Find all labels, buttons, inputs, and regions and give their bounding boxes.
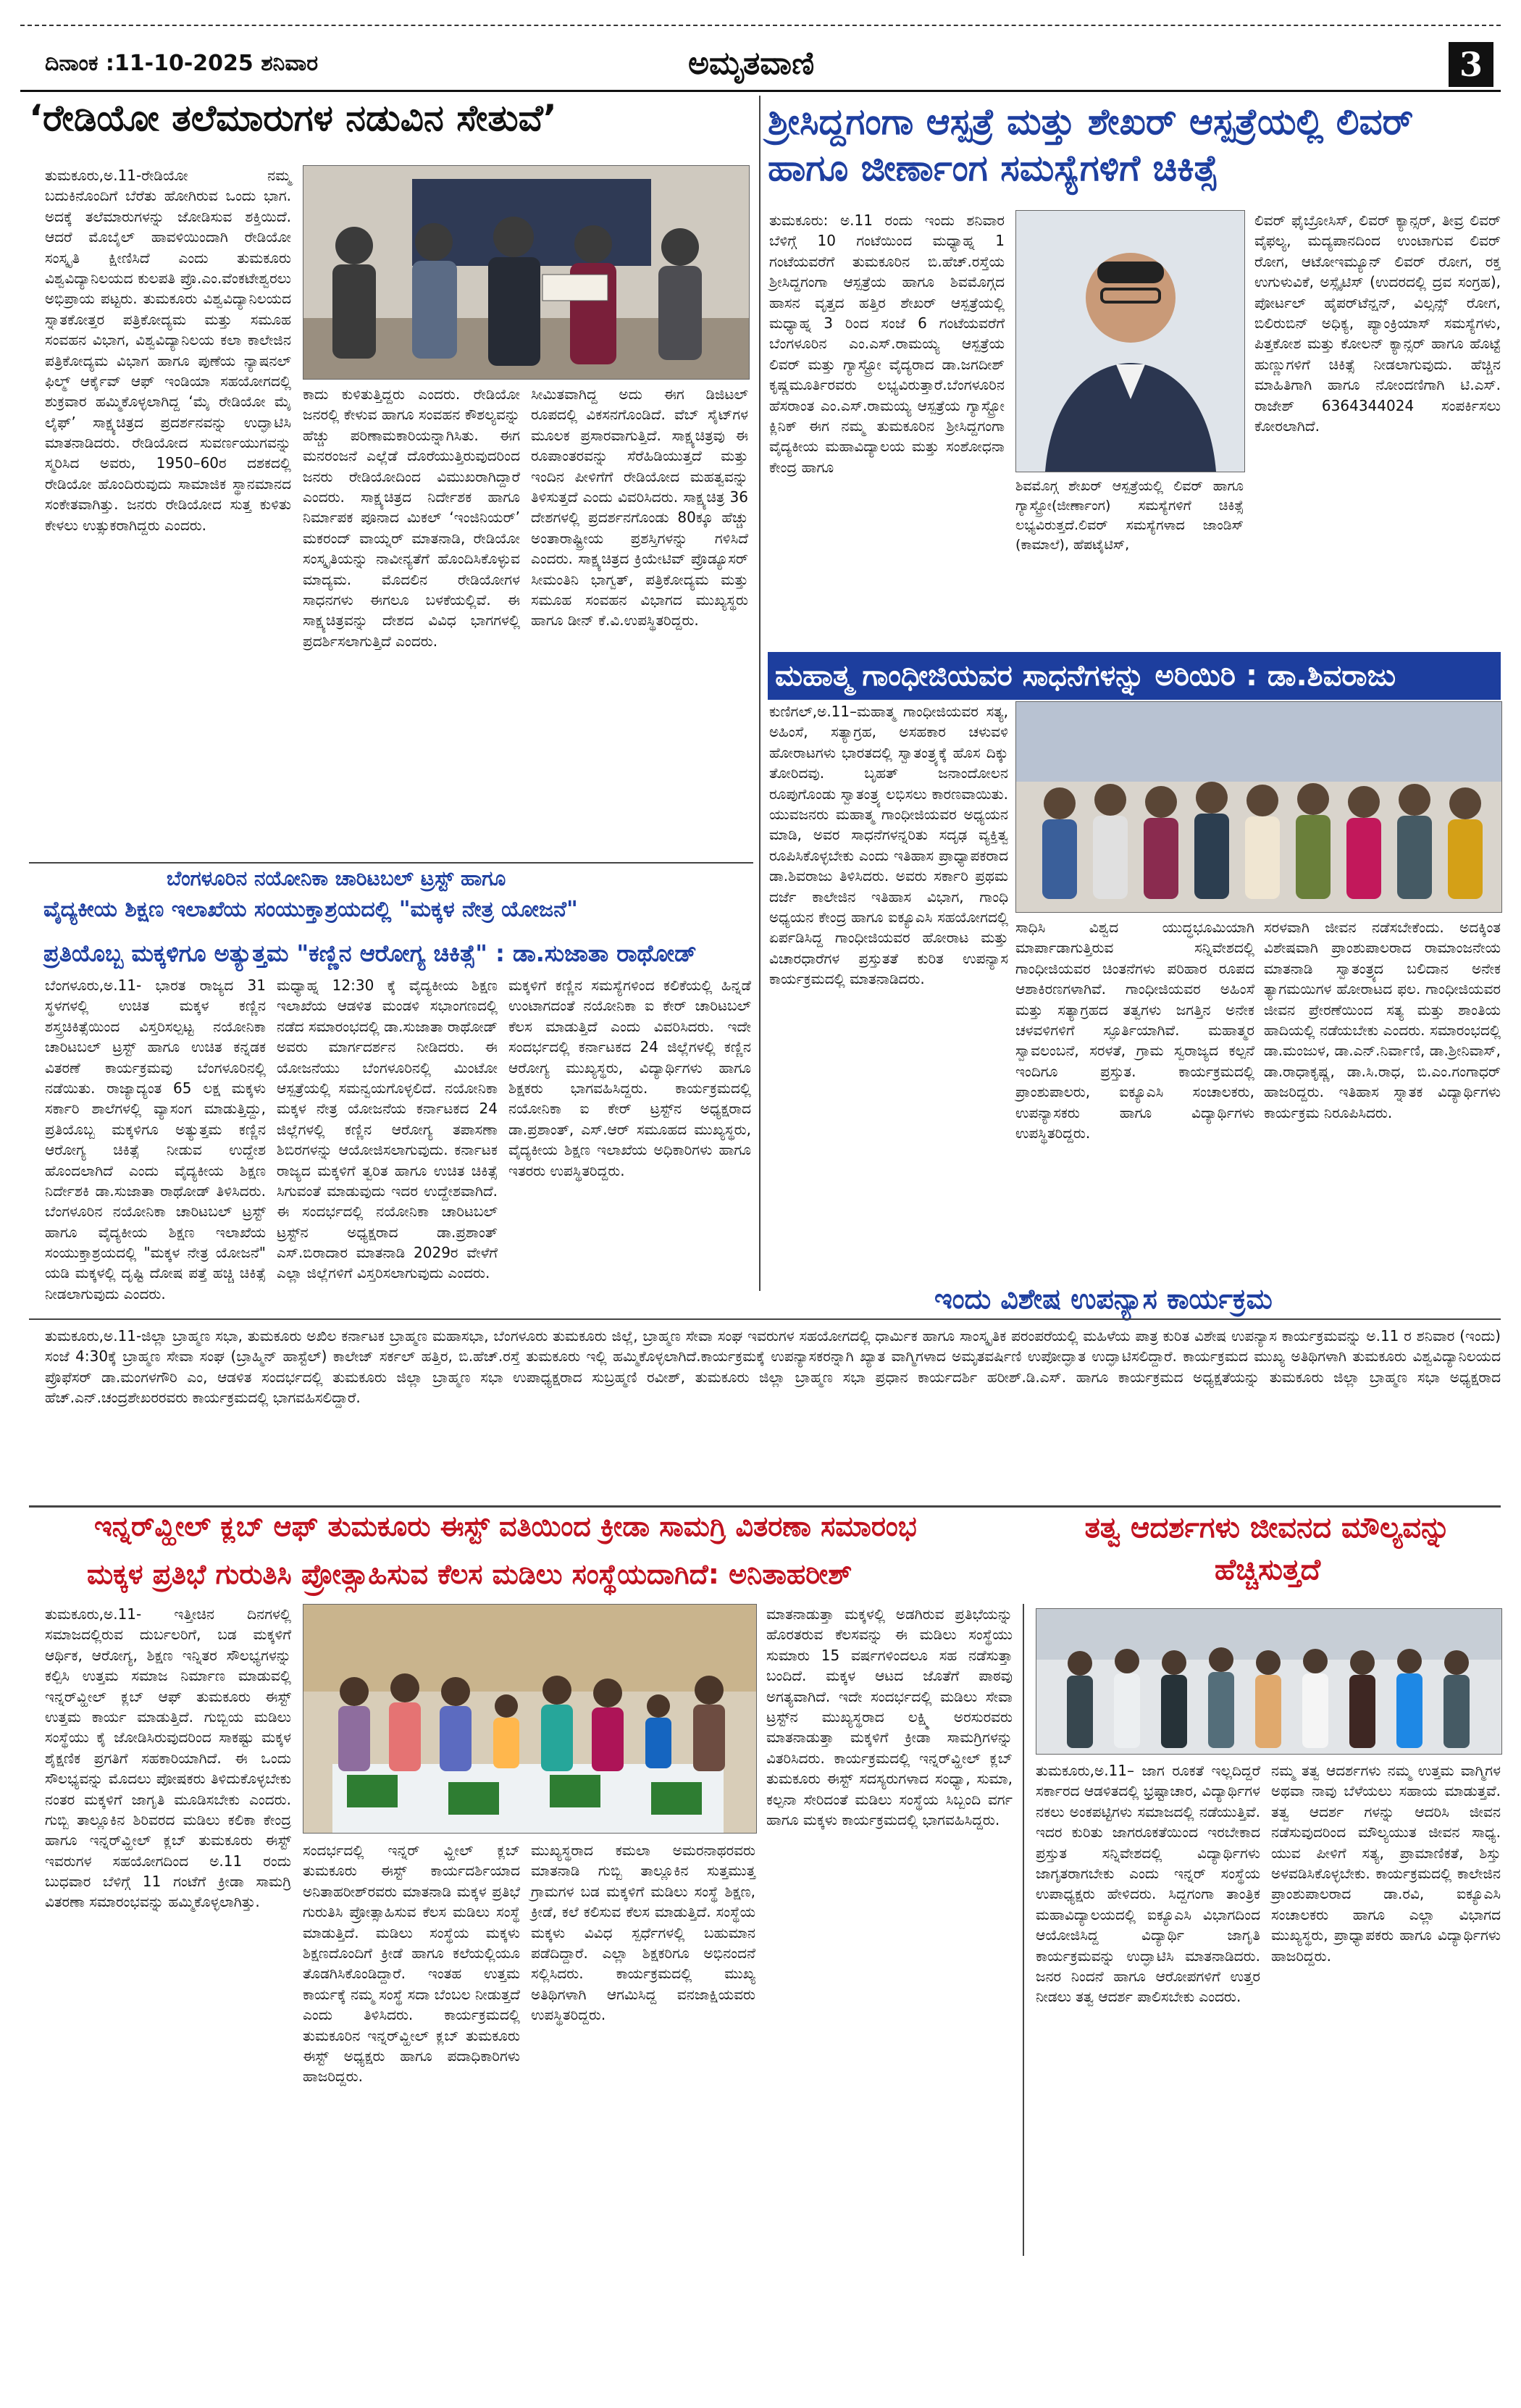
gandhi-col2: ಸಾಧಿಸಿ ವಿಶ್ವದ ಯುದ್ಧಭೂಮಿಯಾಗಿ ಮಾರ್ಪಾಡಾಗುತ್ತಿರುವ ಸನ್ನಿವೇಶದಲ್ಲಿ ಗಾಂಧೀಜಿಯವರ ಚಿಂತನೆಗಳು ಪರಿಹಾರ ರೂಪದ ಆಶಾಕಿರಣಗಳಾಗಿವೆ. ಗಾಂಧೀಜಿಯವರ ಅಹಿಂಸೆ ಮತ್ತು ಸತ್ಯಾಗ್ರಹದ ತತ್ವಗಳು ಜಗತ್ತಿನ ಅನೇಕ ಚಳವಳಿಗಳಿಗೆ ಸ್ಫೂರ್ತಿಯಾಗಿವೆ. ಮಹಾತ್ಮರ ಸ್ವಾವಲಂಬನೆ, ಸರಳತೆ, ಗ್ರಾಮ ಸ್ವರಾಜ್ಯದ ಕಲ್ಪನೆ ಇಂದಿಗೂ ಪ್ರಸ್ತುತ. ಕಾರ್ಯಕ್ರಮದಲ್ಲಿ ಪ್ರಾಂಶುಪಾಲರು, ಐಕ್ಯೂಎಸಿ ಸಂಚಾಲಕರು, ಉಪನ್ಯಾಸಕರು ಹಾಗೂ ವಿದ್ಯಾರ್ಥಿಗಳು ಉಪಸ್ಥಿತರಿದ್ದರು. [1015,919,1254,1142]
innerwheel-col2: ಸಂದರ್ಭದಲ್ಲಿ ಇನ್ನರ್ ವ್ಹೀಲ್ ಕ್ಲಬ್ ತುಮಕೂರು ಈಸ್ಟ್ ಕಾರ್ಯದರ್ಶಿಯಾದ ಅನಿತಾಹರೀಶ್‌ರವರು ಮಾತನಾಡಿ ಮಕ್ಕಳ ಪ್ರತಿಭೆ ಗುರುತಿಸಿ ಪ್ರೋತ್ಸಾಹಿಸುವ ಕೆಲಸ ಮಡಿಲು ಸಂಸ್ಥೆ ಮಾಡುತ್ತಿದೆ. ಮಡಿಲು ಸಂಸ್ಥೆಯ ಮಕ್ಕಳು ಶಿಕ್ಷಣದೊಂದಿಗೆ ಕ್ರೀಡೆ ಹಾಗೂ ಕಲೆಯಲ್ಲಿಯೂ ತೊಡಗಿಸಿಕೊಂಡಿದ್ದಾರೆ. ಇಂತಹ ಉತ್ತಮ ಕಾರ್ಯಕ್ಕೆ ನಮ್ಮ ಸಂಸ್ಥೆ ಸದಾ ಬೆಂಬಲ ನೀಡುತ್ತದೆ ಎಂದು ತಿಳಿಸಿದರು. ಕಾರ್ಯಕ್ರಮದಲ್ಲಿ ತುಮಕೂರಿನ ಇನ್ನರ್‌ವ್ಹೀಲ್ ಕ್ಲಬ್ ತುಮಕೂರು ಈಸ್ಟ್ ಅಧ್ಯಕ್ಷರು ಹಾಗೂ ಪದಾಧಿಕಾರಿಗಳು ಹಾಜರಿದ್ದರು. [303,1841,520,2086]
issue-date: ದಿನಾಂಕ :11-10-2025 ಶನಿವಾರ [45,51,319,76]
article-radio-photo [303,165,750,380]
innerwheel-headline1: ಇನ್ನರ್‌ವ್ಹೀಲ್ ಕ್ಲಬ್ ಆಫ್ ತುಮಕೂರು ಈಸ್ಟ್ ವತಿಯಿಂದ ಕ್ರೀಡಾ ಸಾಮಗ್ರಿ ವಿತರಣಾ ಸಮಾರಂಭ [94,1510,917,1542]
eye-col1: ಬೆಂಗಳೂರು,ಅ.11- ಭಾರತ ರಾಜ್ಯದ 31 ಸ್ಥಳಗಳಲ್ಲಿ ಉಚಿತ ಮಕ್ಕಳ ಕಣ್ಣಿನ ಶಸ್ತ್ರಚಿಕಿತ್ಸೆಯಿಂದ ವಿಸ್ತರಿಸಲ್ಪಟ್ಟ ನಯೋನಿಕಾ ಚಾರಿಟಬಲ್ ಟ್ರಸ್ಟ್ ಹಾಗೂ ಉಚಿತ ಕನ್ನಡಕ ವಿತರಣೆ ಕಾರ್ಯಕ್ರಮವು ಬೆಂಗಳೂರಿನಲ್ಲಿ ನಡೆಯಿತು. ರಾಜ್ಯಾದ್ಯಂತ 65 ಲಕ್ಷ ಮಕ್ಕಳು ಸರ್ಕಾರಿ ಶಾಲೆಗಳಲ್ಲಿ ವ್ಯಾಸಂಗ ಮಾಡುತ್ತಿದ್ದು, ಪ್ರತಿಯೊಬ್ಬ ಮಕ್ಕಳಿಗೂ ಅತ್ಯುತ್ತಮ ಕಣ್ಣಿನ ಆರೋಗ್ಯ ಚಿಕಿತ್ಸೆ ನೀಡುವ ಉದ್ದೇಶ ಹೊಂದಲಾಗಿದೆ ಎಂದು ವೈದ್ಯಕೀಯ ಶಿಕ್ಷಣ ನಿರ್ದೇಶಕಿ ಡಾ.ಸುಜಾತಾ ರಾಥೋಡ್ ತಿಳಿಸಿದರು. ಬೆಂಗಳೂರಿನ ನಯೋನಿಕಾ ಚಾರಿಟಬಲ್ ಟ್ರಸ್ಟ್ ಹಾಗೂ ವೈದ್ಯಕೀಯ ಶಿಕ್ಷಣ ಇಲಾಖೆಯ ಸಂಯುಕ್ತಾಶ್ರಯದಲ್ಲಿ "ಮಕ್ಕಳ ನೇತ್ರ ಯೋಜನೆ" ಯಡಿ ಮಕ್ಕಳಲ್ಲಿ ದೃಷ್ಟಿ ದೋಷ ಪತ್ತೆ ಹಚ್ಚಿ ಚಿಕಿತ್ಸೆ ನೀಡಲಾಗುವುದು ಎಂದರು. [45,977,266,1303]
innerwheel-col3: ಮುಖ್ಯಸ್ಥರಾದ ಕಮಲಾ ಅಮರನಾಥರವರು ಮಾತನಾಡಿ ಗುಬ್ಬಿ ತಾಲ್ಲೂಕಿನ ಸುತ್ತಮುತ್ತ ಗ್ರಾಮಗಳ ಬಡ ಮಕ್ಕಳಿಗೆ ಮಡಿಲು ಸಂಸ್ಥೆ ಶಿಕ್ಷಣ, ಕ್ರೀಡೆ, ಕಲೆ ಕಲಿಸುವ ಕೆಲಸ ಮಾಡುತ್ತಿದೆ. ಸಂಸ್ಥೆಯ ಮಕ್ಕಳು ವಿವಿಧ ಸ್ಪರ್ಧೆಗಳಲ್ಲಿ ಬಹುಮಾನ ಪಡೆದಿದ್ದಾರೆ. ಎಲ್ಲಾ ಶಿಕ್ಷಕರಿಗೂ ಅಭಿನಂದನೆ ಸಲ್ಲಿಸಿದರು. ಕಾರ್ಯಕ್ರಮದಲ್ಲಿ ಮುಖ್ಯ ಅತಿಥಿಗಳಾಗಿ ಆಗಮಿಸಿದ್ದ ವನಜಾಕ್ಷಿಯವರು ಉಪಸ್ಥಿತರಿದ್ದರು. [531,1841,755,2024]
lecture-headline: ಇಂದು ವಿಶೇಷ ಉಪನ್ಯಾಸ ಕಾರ್ಯಕ್ರಮ [934,1283,1273,1315]
eye-col3: ಮಕ್ಕಳಿಗೆ ಕಣ್ಣಿನ ಸಮಸ್ಯೆಗಳಿಂದ ಕಲಿಕೆಯಲ್ಲಿ ಹಿನ್ನಡೆ ಉಂಟಾಗದಂತೆ ನಯೋನಿಕಾ ಐ ಕೇರ್ ಚಾರಿಟಬಲ್ ಕೆಲಸ ಮಾಡುತ್ತಿದೆ ಎಂದು ವಿವರಿಸಿದರು. ಇದೇ ಸಂದರ್ಭದಲ್ಲಿ ಕರ್ನಾಟಕದ 24 ಜಿಲ್ಲೆಗಳಲ್ಲಿ ಕಣ್ಣಿನ ಆರೋಗ್ಯ ಮುಖ್ಯಸ್ಥರು, ವಿದ್ಯಾರ್ಥಿಗಳು ಹಾಗೂ ಶಿಕ್ಷಕರು ಭಾಗವಹಿಸಿದ್ದರು. ಕಾರ್ಯಕ್ರಮದಲ್ಲಿ ನಯೋನಿಕಾ ಐ ಕೇರ್ ಟ್ರಸ್ಟ್‌ನ ಅಧ್ಯಕ್ಷರಾದ ಡಾ.ಪ್ರಶಾಂತ್, ಎಸ್.ಆರ್ ಸಮೂಹದ ಮುಖ್ಯಸ್ಥರು, ವೈದ್ಯಕೀಯ ಶಿಕ್ಷಣ ಇಲಾಖೆಯ ಅಧಿಕಾರಿಗಳು ಹಾಗೂ ಇತರರು ಉಪಸ್ಥಿತರಿದ್ದರು. [508,977,751,1179]
eye-col2: ಮಧ್ಯಾಹ್ನ 12:30 ಕ್ಕೆ ವೈದ್ಯಕೀಯ ಶಿಕ್ಷಣ ಇಲಾಖೆಯ ಆಡಳಿತ ಮಂಡಳಿ ಸಭಾಂಗಣದಲ್ಲಿ ನಡೆದ ಸಮಾರಂಭದಲ್ಲಿ ಡಾ.ಸುಜಾತಾ ರಾಥೋಡ್ ಅವರು ಮಾರ್ಗದರ್ಶನ ನೀಡಿದರು. ಈ ಯೋಜನೆಯು ಬೆಂಗಳೂರಿನಲ್ಲಿ ಮಿಂಟೋ ಆಸ್ಪತ್ರೆಯಲ್ಲಿ ಸಮನ್ವಯಗೊಳ್ಳಲಿದೆ. ನಯೋನಿಕಾ ಮಕ್ಕಳ ನೇತ್ರ ಯೋಜನೆಯ ಕರ್ನಾಟಕದ 24 ಜಿಲ್ಲೆಗಳಲ್ಲಿ ಕಣ್ಣಿನ ಆರೋಗ್ಯ ತಪಾಸಣಾ ಶಿಬಿರಗಳನ್ನು ಆಯೋಜಿಸಲಾಗುವುದು. ಕರ್ನಾಟಕ ರಾಜ್ಯದ ಮಕ್ಕಳಿಗೆ ತ್ವರಿತ ಹಾಗೂ ಉಚಿತ ಚಿಕಿತ್ಸೆ ಸಿಗುವಂತೆ ಮಾಡುವುದು ಇದರ ಉದ್ದೇಶವಾಗಿದೆ. ಈ ಸಂದರ್ಭದಲ್ಲಿ ನಯೋನಿಕಾ ಚಾರಿಟಬಲ್ ಟ್ರಸ್ಟ್‌ನ ಅಧ್ಯಕ್ಷರಾದ ಡಾ.ಪ್ರಶಾಂತ್ ಎಸ್.ಬಿರಾದಾರ ಮಾತನಾಡಿ 2029ರ ವೇಳೆಗೆ ಎಲ್ಲಾ ಜಿಲ್ಲೆಗಳಿಗೆ ವಿಸ್ತರಿಸಲಾಗುವುದು ಎಂದರು. [277,977,498,1282]
article-radio-col1: ತುಮಕೂರು,ಅ.11-ರೇಡಿಯೋ ನಮ್ಮ ಬದುಕಿನೊಂದಿಗೆ ಬೆರೆತು ಹೋಗಿರುವ ಒಂದು ಭಾಗ. ಅದಕ್ಕೆ ತಲೆಮಾರುಗಳನ್ನು ಜೋಡಿಸುವ ಶಕ್ತಿಯಿದೆ. ಆದರೆ ಮೊಬೈಲ್ ಹಾವಳಿಯಿಂದಾಗಿ ರೇಡಿಯೋ ಸಂಸ್ಕೃತಿ ಕ್ಷೀಣಿಸಿದೆ ಎಂದು ತುಮಕೂರು ವಿಶ್ವವಿದ್ಯಾನಿಲಯದ ಕುಲಪತಿ ಪ್ರೊ.ಎಂ.ವೆಂಕಟೇಶ್ವರಲು ಅಭಿಪ್ರಾಯ ಪಟ್ಟರು. ತುಮಕೂರು ವಿಶ್ವವಿದ್ಯಾನಿಲಯದ ಸ್ನಾತಕೋತ್ತರ ಪತ್ರಿಕೋದ್ಯಮ ಮತ್ತು ಸಮೂಹ ಸಂವಹನ ವಿಭಾಗ, ವಿಶ್ವವಿದ್ಯಾನಿಲಯ ಕಲಾ ಕಾಲೇಜಿನ ಪತ್ರಿಕೋದ್ಯಮ ವಿಭಾಗ ಹಾಗೂ ಪುಣೆಯ ನ್ಯಾಷನಲ್ ಫಿಲ್ಮ್ ಆರ್ಕೈವ್ ಆಫ್ ಇಂಡಿಯಾ ಸಹಯೋಗದಲ್ಲಿ ಶುಕ್ರವಾರ ಹಮ್ಮಿಕೊಳ್ಳಲಾಗಿದ್ದ ‘ಮೈ ರೇಡಿಯೋ ಮೈ ಲೈಫ್’ ಸಾಕ್ಷ್ಯಚಿತ್ರದ ಪ್ರದರ್ಶನವನ್ನು ಉದ್ಘಾಟಿಸಿ ಮಾತನಾಡಿದರು. ರೇಡಿಯೋದ ಸುವರ್ಣಯುಗವನ್ನು ಸ್ಮರಿಸಿದ ಅವರು, 1950–60ರ ದಶಕದಲ್ಲಿ ರೇಡಿಯೋ ಹೊಂದಿರುವುದು ಸಾಮಾಜಿಕ ಸ್ಥಾನಮಾನದ ಸಂಕೇತವಾಗಿತ್ತು. ಜನರು ರೇಡಿಯೋದ ಸುತ್ತ ಕುಳಿತು ಕೇಳಲು ಉತ್ಸುಕರಾಗಿದ್ದರು ಎಂದರು. [45,167,291,534]
eye-headline: ಪ್ರತಿಯೊಬ್ಬ ಮಕ್ಕಳಿಗೂ ಅತ್ಯುತ್ತಮ "ಕಣ್ಣಿನ ಆರೋಗ್ಯ ಚಿಕಿತ್ಸೆ" : ಡಾ.ಸುಜಾತಾ ರಾಥೋಡ್ [43,940,697,967]
gandhi-col1: ಕುಣಿಗಲ್,ಅ.11–ಮಹಾತ್ಮ ಗಾಂಧೀಜಿಯವರ ಸತ್ಯ, ಅಹಿಂಸೆ, ಸತ್ಯಾಗ್ರಹ, ಅಸಹಕಾರ ಚಳುವಳಿ ಹೋರಾಟಗಳು ಭಾರತದಲ್ಲಿ ಸ್ವಾತಂತ್ರ್ಯಕ್ಕೆ ಹೊಸ ದಿಕ್ಕು ತೋರಿದವು. ಬೃಹತ್ ಜನಾಂದೋಲನ ರೂಪುಗೊಂಡು ಸ್ವಾತಂತ್ರ್ಯ ಲಭಿಸಲು ಕಾರಣವಾಯಿತು. ಯುವಜನರು ಮಹಾತ್ಮ ಗಾಂಧೀಜಿಯವರ ಅಧ್ಯಯನ ಮಾಡಿ, ಅವರ ಸಾಧನೆಗಳನ್ನರಿತು ಸದೃಢ ವ್ಯಕ್ತಿತ್ವ ರೂಪಿಸಿಕೊಳ್ಳಬೇಕು ಎಂದು ಇತಿಹಾಸ ಪ್ರಾಧ್ಯಾಪಕರಾದ ಡಾ.ಶಿವರಾಜು ತಿಳಿಸಿದರು. ಅವರು ಸರ್ಕಾರಿ ಪ್ರಥಮ ದರ್ಜೆ ಕಾಲೇಜಿನ ಇತಿಹಾಸ ವಿಭಾಗ, ಗಾಂಧಿ ಅಧ್ಯಯನ ಕೇಂದ್ರ ಹಾಗೂ ಐಕ್ಯೂಎಸಿ ಸಹಯೋಗದಲ್ಲಿ ಏರ್ಪಡಿಸಿದ್ದ ಗಾಂಧೀಜಿಯವರ ಹೋರಾಟ ಮತ್ತು ವಿಚಾರಧಾರೆಗಳ ಪ್ರಸ್ತುತತೆ ಕುರಿತ ಉಪನ್ಯಾಸ ಕಾರ್ಯಕ್ರಮದಲ್ಲಿ ಮಾತನಾಡಿದರು. [769,703,1008,988]
divider [29,862,753,864]
article-radio-col2: ಕಾದು ಕುಳಿತುತ್ತಿದ್ದರು ಎಂದರು. ರೇಡಿಯೋ ಜನರಲ್ಲಿ ಕೇಳುವ ಹಾಗೂ ಸಂವಹನ ಕೌಶಲ್ಯವನ್ನು ಹೆಚ್ಚು ಪರಿಣಾಮಕಾರಿಯನ್ನಾಗಿಸಿತು. ಈಗ ಮನರಂಜನೆ ಎಲ್ಲೆಡೆ ದೊರೆಯುತ್ತಿರುವುದರಿಂದ ಜನರು ರೇಡಿಯೋದಿಂದ ವಿಮುಖರಾಗಿದ್ದಾರೆ ಎಂದರು. ಸಾಕ್ಷ್ಯಚಿತ್ರದ ನಿರ್ದೇಶಕ ಹಾಗೂ ನಿರ್ಮಾಪಕ ಪೂನಾದ ಮಿಕಲ್ ‘ಇಂಜಿನಿಯರ್’ ಮಕರಂದ್ ವಾಯ್ನರ್ ಮಾತನಾಡಿ, ರೇಡಿಯೋ ಸಂಸ್ಕೃತಿಯನ್ನು ನಾವೀನ್ಯತೆಗೆ ಹೊಂದಿಸಿಕೊಳ್ಳುವ ಮಾದ್ಯಮ. ಮೊದಲಿನ ರೇಡಿಯೋಗಳ ಸಾಧನಗಳು ಈಗಲೂ ಬಳಕೆಯಲ್ಲಿವೆ. ಈ ಸಾಕ್ಷ್ಯಚಿತ್ರವನ್ನು ದೇಶದ ವಿವಿಧ ಭಾಗಗಳಲ್ಲಿ ಪ್ರದರ್ಶಿಸಲಾಗುತ್ತಿದೆ ಎಂದರು. [303,385,520,650]
lecture-body: ತುಮಕೂರು,ಅ.11-ಜಿಲ್ಲಾ ಬ್ರಾಹ್ಮಣ ಸಭಾ, ತುಮಕೂರು ಅಖಿಲ ಕರ್ನಾಟಕ ಬ್ರಾಹ್ಮಣ ಮಹಾಸಭಾ, ಬೆಂಗಳೂರು ತುಮಕೂರು ಜಿಲ್ಲೆ, ಬ್ರಾಹ್ಮಣ ಸೇವಾ ಸಂಘ ಇವರುಗಳ ಸಹಯೋಗದಲ್ಲಿ ಧಾರ್ಮಿಕ ಹಾಗೂ ಸಾಂಸ್ಕೃತಿಕ ಪರಂಪರೆಯಲ್ಲಿ ಮಹಿಳೆಯ ಪಾತ್ರ ಕುರಿತ ವಿಶೇಷ ಉಪನ್ಯಾಸ ಕಾರ್ಯಕ್ರಮವನ್ನು ಅ.11 ರ ಶನಿವಾರ (ಇಂದು) ಸಂಜೆ 4:30ಕ್ಕೆ ಬ್ರಾಹ್ಮಣ ಸೇವಾ ಸಂಘ (ಬ್ರಾಹ್ಮಿನ್ ಹಾಸ್ಟೆಲ್) ಕಾಲೇಜ್ ಸರ್ಕಲ್ ಹತ್ತಿರ, ಬಿ.ಹೆಚ್.ರಸ್ತೆ ತುಮಕೂರು ಇಲ್ಲಿ ಹಮ್ಮಿಕೊಳ್ಳಲಾಗಿದೆ.ಕಾರ್ಯಕ್ರಮಕ್ಕೆ ಉಪನ್ಯಾಸಕರನ್ನಾಗಿ ಖ್ಯಾತ ವಾಗ್ಮಿಗಳಾದ ಅಮೃತವರ್ಷಿಣಿ ಉಪೋದ್ಘಾತ ಉದ್ಘಾಟಿಸಲಿದ್ದಾರೆ. ಕಾರ್ಯಕ್ರಮದ ಮುಖ್ಯ ಅತಿಥಿಗಳಾಗಿ ತುಮಕೂರು ವಿಶ್ವವಿದ್ಯಾನಿಲಯದ ಪ್ರೊಫೆಸರ್ ಡಾ.ಮಂಗಳಗೌರಿ ಎಂ, ಆಡಳಿತ ಸಂದರ್ಭದಲ್ಲಿ ತುಮಕೂರು ಜಿಲ್ಲಾ ಬ್ರಾಹ್ಮಣ ಸಭಾ ಉಪಾಧ್ಯಕ್ಷರಾದ ಸುಬ್ರಹ್ಮಣಿ ರವೀಶ್, ತುಮಕೂರು ಜಿಲ್ಲಾ ಬ್ರಾಹ್ಮಣ ಸಭಾ ಪ್ರಧಾನ ಕಾರ್ಯದರ್ಶಿ ಹರೀಶ್.ಡಿ.ಎಸ್. ಹಾಗೂ ಕಾರ್ಯಕ್ರಮದ ಅಧ್ಯಕ್ಷತೆಯನ್ನು ತುಮಕೂರು ಜಿಲ್ಲಾ ಬ್ರಾಹ್ಮಣ ಸಭಾ ಅಧ್ಯಕ್ಷರಾದ ಹೆಚ್.ಎನ್.ಚಂದ್ರಶೇಖರರವರು ಕಾರ್ಯಕ್ರಮದಲ್ಲಿ ಭಾಗವಹಿಸಲಿದ್ದಾರೆ. [45,1327,1501,1407]
innerwheel-photo [303,1604,757,1834]
article-radio-col3: ಸೀಮಿತವಾಗಿದ್ದ ಅದು ಈಗ ಡಿಜಿಟಲ್ ರೂಪದಲ್ಲಿ ವಿಕಸನಗೊಂಡಿದೆ. ವೆಬ್ ಸೈಟ್‌ಗಳ ಮೂಲಕ ಪ್ರಸಾರವಾಗುತ್ತಿದೆ. ಸಾಕ್ಷ್ಯಚಿತ್ರವು ಈ ರೂಪಾಂತರವನ್ನು ಸೆರೆಹಿಡಿಯುತ್ತದೆ ಮತ್ತು ಇಂದಿನ ಪೀಳಿಗೆಗೆ ರೇಡಿಯೋದ ಮಹತ್ವವನ್ನು ತಿಳಿಸುತ್ತದೆ ಎಂದು ವಿವರಿಸಿದರು. ಸಾಕ್ಷ್ಯಚಿತ್ರ 36 ದೇಶಗಳಲ್ಲಿ ಪ್ರದರ್ಶನಗೊಂಡು 80ಕ್ಕೂ ಹೆಚ್ಚು ಅಂತಾರಾಷ್ಟ್ರೀಯ ಪ್ರಶಸ್ತಿಗಳನ್ನು ಗಳಿಸಿದೆ ಎಂದರು. ಸಾಕ್ಷ್ಯಚಿತ್ರದ ಕ್ರಿಯೇಟಿವ್ ಪ್ರೊಡ್ಯೂಸರ್ ಸೀಮಂತಿನಿ ಭಾಗ್ವತ್, ಪತ್ರಿಕೋದ್ಯಮ ಮತ್ತು ಸಮೂಹ ಸಂವಹನ ವಿಭಾಗದ ಮುಖ್ಯಸ್ಥರು ಹಾಗೂ ಡೀನ್ ಕೆ.ವಿ.ಉಪಸ್ಥಿತರಿದ್ದರು. [531,385,748,630]
innerwheel-col1: ತುಮಕೂರು,ಅ.11- ಇತ್ತೀಚಿನ ದಿನಗಳಲ್ಲಿ ಸಮಾಜದಲ್ಲಿರುವ ದುರ್ಬಲರಿಗೆ, ಬಡ ಮಕ್ಕಳಿಗೆ ಆರ್ಥಿಕ, ಆರೋಗ್ಯ, ಶಿಕ್ಷಣ ಇನ್ನಿತರ ಸೌಲಭ್ಯಗಳನ್ನು ಕಲ್ಪಿಸಿ ಉತ್ತಮ ಸಮಾಜ ನಿರ್ಮಾಣ ಮಾಡುವಲ್ಲಿ ಇನ್ನರ್‌ವ್ಹೀಲ್ ಕ್ಲಬ್ ಆಫ್ ತುಮಕೂರು ಈಸ್ಟ್ ಉತ್ತಮ ಕಾರ್ಯ ಮಾಡುತ್ತಿದೆ. ಗುಬ್ಬಿಯ ಮಡಿಲು ಸಂಸ್ಥೆಯು ಕೈ ಜೋಡಿಸಿರುವುದರಿಂದ ಸಾಕಷ್ಟು ಮಕ್ಕಳ ಶೈಕ್ಷಣಿಕ ಪ್ರಗತಿಗೆ ಸಹಕಾರಿಯಾಗಿದೆ. ಈ ಒಂದು ಸೌಲಭ್ಯವನ್ನು ಮೊದಲು ಪೋಷಕರು ತಿಳಿದುಕೊಳ್ಳಬೇಕು ನಂತರ ಮಕ್ಕಳಿಗೆ ಜಾಗೃತಿ ಮೂಡಿಸಬೇಕು ಎಂದರು. ಗುಬ್ಬಿ ತಾಲ್ಲೂಕಿನ ಶಿರಿವರದ ಮಡಿಲು ಕಲಿಕಾ ಕೇಂದ್ರ ಹಾಗೂ ಇನ್ನರ್‌ವ್ಹೀಲ್ ಕ್ಲಬ್ ತುಮಕೂರು ಈಸ್ಟ್ ಇವರುಗಳ ಸಹಯೋಗದಿಂದ ಅ.11 ರಂದು ಬುಧವಾರ ಬೆಳಿಗ್ಗೆ 11 ಗಂಟೆಗೆ ಕ್ರೀಡಾ ಸಾಮಗ್ರಿ ವಿತರಣಾ ಸಮಾರಂಭವನ್ನು ಹಮ್ಮಿಕೊಳ್ಳಲಾಗಿತ್ತು. [45,1605,291,1911]
eye-kicker1: ಬೆಂಗಳೂರಿನ ನಯೋನಿಕಾ ಚಾರಿಟಬಲ್ ಟ್ರಸ್ಟ್ ಹಾಗೂ [167,866,506,890]
liver-col2: ಲಿವರ್ ಫೈಬ್ರೋಸಿಸ್, ಲಿವರ್ ಕ್ಯಾನ್ಸರ್, ತೀವ್ರ ಲಿವರ್ ವೈಫಲ್ಯ, ಮದ್ಯಪಾನದಿಂದ ಉಂಟಾಗುವ ಲಿವರ್ ರೋಗ, ಆಟೋಇಮ್ಯೂನ್ ಲಿವರ್ ರೋಗ, ರಕ್ತ ಉಗುಳುವಿಕೆ, ಅಸ್ಸೈಟಿಸ್ (ಉದರದಲ್ಲಿ ದ್ರವ ಸಂಗ್ರಹ), ಪೋರ್ಟಲ್ ಹೈಪರ್‌ಟೆನ್ಷನ್, ವಿಲ್ಸನ್ಸ್ ರೋಗ, ಬಿಲಿರುಬಿನ್ ಅಧಿಕ್ಯ, ಪ್ಯಾಂಕ್ರಿಯಾಸ್ ಸಮಸ್ಯೆಗಳು, ಪಿತ್ತಕೋಶ ಮತ್ತು ಕೋಲನ್ ಕ್ಯಾನ್ಸರ್ ಹಾಗೂ ಹೊಟ್ಟೆ ಹುಣ್ಣುಗಳಿಗೆ ಚಿಕಿತ್ಸೆ ನೀಡಲಾಗುವುದು. ಹೆಚ್ಚಿನ ಮಾಹಿತಿಗಾಗಿ ಹಾಗೂ ನೋಂದಣಿಗಾಗಿ ಟಿ.ಎಸ್. ರಾಜೇಶ್ 6364344024 ಸಂಪರ್ಕಿಸಲು ಕೋರಲಾಗಿದೆ. [1254,212,1501,435]
header-top-rule [20,25,1501,26]
gandhi-col3: ಸರಳವಾಗಿ ಜೀವನ ನಡೆಸಬೇಕೆಂದು. ಅದಕ್ಕಿಂತ ವಿಶೇಷವಾಗಿ ಪ್ರಾಂಶುಪಾಲರಾದ ರಾಮಾಂಜನೇಯ ಮಾತನಾಡಿ ಸ್ವಾತಂತ್ರ್ಯದ ಬಲಿದಾನ ಅನೇಕ ತ್ಯಾಗಮಯಿಗಳ ಹೋರಾಟದ ಫಲ. ಗಾಂಧೀಜಿಯವರ ಜೀವನ ಪ್ರೇರಣೆಯಿಂದ ಸತ್ಯ ಮತ್ತು ಶಾಂತಿಯ ಹಾದಿಯಲ್ಲಿ ನಡೆಯಬೇಕು ಎಂದರು. ಸಮಾರಂಭದಲ್ಲಿ ಡಾ.ಮಂಜುಳ, ಡಾ.ಎನ್.ನಿರ್ವಾಣಿ, ಡಾ.ಶ್ರೀನಿವಾಸ್, ಡಾ.ರಾಧಾಕೃಷ್ಣ, ಡಾ.ಸಿ.ರಾಧ, ಬಿ.ಎಂ.ಗಂಗಾಧರ್ ಹಾಜರಿದ್ದರು. ಇತಿಹಾಸ ಸ್ನಾತಕ ವಿದ್ಯಾರ್ಥಿಗಳು ಕಾರ್ಯಕ್ರಮ ನಿರೂಪಿಸಿದರು. [1264,919,1501,1121]
innerwheel-col4: ಮಾತನಾಡುತ್ತಾ ಮಕ್ಕಳಲ್ಲಿ ಅಡಗಿರುವ ಪ್ರತಿಭೆಯನ್ನು ಹೊರತರುವ ಕೆಲಸವನ್ನು ಈ ಮಡಿಲು ಸಂಸ್ಥೆಯು ಸುಮಾರು 15 ವರ್ಷಗಳಿಂದಲೂ ಸಹ ನಡೆಸುತ್ತಾ ಬಂದಿದೆ. ಮಕ್ಕಳ ಆಟದ ಜೊತೆಗೆ ಪಾಠವು ಅಗತ್ಯವಾಗಿದೆ. ಇದೇ ಸಂದರ್ಭದಲ್ಲಿ ಮಡಿಲು ಸೇವಾ ಟ್ರಸ್ಟ್‌ನ ಮುಖ್ಯಸ್ಥರಾದ ಲಕ್ಷ್ಮಿ ಅರಸುರವರು ಮಾತನಾಡುತ್ತಾ ಮಕ್ಕಳಿಗೆ ಕ್ರೀಡಾ ಸಾಮಗ್ರಿಗಳನ್ನು ವಿತರಿಸಿದರು. ಕಾರ್ಯಕ್ರಮದಲ್ಲಿ ಇನ್ನರ್‌ವ್ಹೀಲ್ ಕ್ಲಬ್ ತುಮಕೂರು ಈಸ್ಟ್ ಸದಸ್ಯರುಗಳಾದ ಸಂಧ್ಯಾ, ಸುಮಾ, ಕಲ್ಪನಾ ಸೇರಿದಂತೆ ಮಡಿಲು ಸಂಸ್ಥೆಯ ಸಿಬ್ಬಂದಿ ವರ್ಗ ಹಾಗೂ ಮಕ್ಕಳು ಕಾರ್ಯಕ್ರಮದಲ್ಲಿ ಭಾಗವಹಿಸಿದ್ದರು. [766,1605,1013,1828]
innerwheel-headline2: ಮಕ್ಕಳ ಪ್ರತಿಭೆ ಗುರುತಿಸಿ ಪ್ರೋತ್ಸಾಹಿಸುವ ಕೆಲಸ ಮಡಿಲು ಸಂಸ್ಥೆಯದಾಗಿದೆ: ಅನಿತಾಹರೀಶ್ [87,1558,852,1590]
principles-col2: ನಮ್ಮ ತತ್ವ ಆದರ್ಶಗಳು ನಮ್ಮ ಉತ್ತಮ ವಾಗ್ಮಿಗಳ ಅಥವಾ ನಾವು ಬೆಳೆಯಲು ಸಹಾಯ ಮಾಡುತ್ತವೆ. ತತ್ವ ಆದರ್ಶ ಗಳನ್ನು ಆದರಿಸಿ ಜೀವನ ನಡೆಸುವುದರಿಂದ ಮೌಲ್ಯಯುತ ಜೀವನ ಸಾಧ್ಯ. ಯುವ ಪೀಳಿಗೆ ಸತ್ಯ, ಪ್ರಾಮಾಣಿಕತೆ, ಶಿಸ್ತು ಅಳವಡಿಸಿಕೊಳ್ಳಬೇಕು. ಕಾರ್ಯಕ್ರಮದಲ್ಲಿ ಕಾಲೇಜಿನ ಪ್ರಾಂಶುಪಾಲರಾದ ಡಾ.ರವಿ, ಐಕ್ಯೂಎಸಿ ಸಂಚಾಲಕರು ಹಾಗೂ ಎಲ್ಲಾ ವಿಭಾಗದ ಮುಖ್ಯಸ್ಥರು, ಪ್ರಾಧ್ಯಾಪಕರು ಹಾಗೂ ವಿದ್ಯಾರ್ಥಿಗಳು ಹಾಜರಿದ್ದರು. [1271,1762,1501,1965]
divider-vertical [1023,1604,1024,2256]
page-number: 3 [1449,42,1493,87]
divider [29,1318,1501,1320]
liver-photo-caption: ಶಿವಮೊಗ್ಗ ಶೇಖರ್ ಆಸ್ಪತ್ರೆಯಲ್ಲಿ ಲಿವರ್ ಹಾಗೂ ಗ್ಯಾಸ್ಟ್ರೋ(ಜೀರ್ಣಾಂಗ) ಸಮಸ್ಯೆಗಳಿಗೆ ಚಿಕಿತ್ಸೆ ಲಭ್ಯವಿರುತ್ತದೆ.ಲಿವರ್ ಸಮಸ್ಯೆಗಳಾದ ಜಾಂಡಿಸ್ (ಕಾಮಾಲೆ), ಹೆಪಟೈಟಿಸ್, [1015,478,1244,553]
masthead-title: ಅಮೃತವಾಣಿ [688,45,815,82]
principles-headline: ತತ್ವ ಆದರ್ಶಗಳು ಜೀವನದ ಮೌಲ್ಯವನ್ನು ಹೆಚ್ಚಿಸುತ್ತದೆ [1084,1511,1451,1586]
liver-headline: ಶ್ರೀಸಿದ್ದಗಂಗಾ ಆಸ್ಪತ್ರೆ ಮತ್ತು ಶೇಖರ್ ಆಸ್ಪತ್ರೆಯಲ್ಲಿ ಲಿವರ್ ಹಾಗೂ ಜೀರ್ಣಾಂಗ ಸಮಸ್ಯೆಗಳಿಗೆ ಚಿಕಿತ್ಸೆ [768,101,1414,189]
gandhi-headline: ಮಹಾತ್ಮ ಗಾಂಧೀಜಿಯವರ ಸಾಧನೆಗಳನ್ನು ಅರಿಯಿರಿ : ಡಾ.ಶಿವರಾಜು [768,652,1501,700]
eye-kicker2: ವೈದ್ಯಕೀಯ ಶಿಕ್ಷಣ ಇಲಾಖೆಯ ಸಂಯುಕ್ತಾಶ್ರಯದಲ್ಲಿ "ಮಕ್ಕಳ ನೇತ್ರ ಯೋಜನೆ" [43,897,578,922]
header-bottom-rule [20,90,1501,92]
divider-vertical [759,96,760,1291]
article-radio-headline: ‘ರೇಡಿಯೋ ತಲೆಮಾರುಗಳ ನಡುವಿನ ಸೇತುವೆ’ [29,97,557,139]
gandhi-event-photo [1015,701,1502,913]
doctor-portrait-photo [1015,210,1245,472]
principles-photo [1036,1608,1502,1755]
principles-col1: ತುಮಕೂರು,ಅ.11– ಜಾಗ ರೂಕತೆ ಇಲ್ಲದಿದ್ದರೆ ಸರ್ಕಾರದ ಆಡಳಿತದಲ್ಲಿ ಭ್ರಷ್ಟಾಚಾರ, ವಿದ್ಯಾರ್ಥಿಗಳ ನಕಲು ಅಂಕಪಟ್ಟಿಗಳು ಸಮಾಜದಲ್ಲಿ ನಡೆಯುತ್ತಿವೆ. ಇದರ ಕುರಿತು ಜಾಗರೂಕತೆಯಿಂದ ಇರಬೇಕಾದ ಪ್ರಸ್ತುತ ಸನ್ನಿವೇಶದಲ್ಲಿ ವಿದ್ಯಾರ್ಥಿಗಳು ಜಾಗೃತರಾಗಬೇಕು ಎಂದು ಇನ್ನರ್ ಸಂಸ್ಥೆಯ ಉಪಾಧ್ಯಕ್ಷರು ಹೇಳಿದರು. ಸಿದ್ದಗಂಗಾ ತಾಂತ್ರಿಕ ಮಹಾವಿದ್ಯಾಲಯದಲ್ಲಿ ಐಕ್ಯೂಎಸಿ ವಿಭಾಗದಿಂದ ಆಯೋಜಿಸಿದ್ದ ವಿದ್ಯಾರ್ಥಿ ಜಾಗೃತಿ ಕಾರ್ಯಕ್ರಮವನ್ನು ಉದ್ಘಾಟಿಸಿ ಮಾತನಾಡಿದರು. ಜನರ ನಿಂದನೆ ಹಾಗೂ ಆರೋಪಗಳಿಗೆ ಉತ್ತರ ನೀಡಲು ತತ್ವ ಆದರ್ಶ ಪಾಲಿಸಬೇಕು ಎಂದರು. [1036,1762,1260,2006]
liver-col1: ತುಮಕೂರು: ಅ.11 ರಂದು ಇಂದು ಶನಿವಾರ ಬೆಳಿಗ್ಗೆ 10 ಗಂಟೆಯಿಂದ ಮಧ್ಯಾಹ್ನ 1 ಗಂಟೆಯವರೆಗೆ ತುಮಕೂರಿನ ಬಿ.ಹೆಚ್.ರಸ್ತೆಯ ಶ್ರೀಸಿದ್ದಗಂಗಾ ಆಸ್ಪತ್ರೆಯ ಹಾಗೂ ಶಿವಮೊಗ್ಗದ ಹಾಸನ ವೃತ್ತದ ಹತ್ತಿರ ಶೇಖರ್ ಆಸ್ಪತ್ರೆಯಲ್ಲಿ ಮಧ್ಯಾಹ್ನ 3 ರಿಂದ ಸಂಜೆ 6 ಗಂಟೆಯವರೆಗೆ ಬೆಂಗಳೂರಿನ ಎಂ.ಎಸ್.ರಾಮಯ್ಯ ಆಸ್ಪತ್ರೆಯ ಲಿವರ್ ಮತ್ತು ಗ್ಯಾಸ್ಟ್ರೋ ವೈದ್ಯರಾದ ಡಾ.ಜಗದೀಶ್ ಕೃಷ್ಣಮೂರ್ತಿರವರು ಲಭ್ಯವಿರುತ್ತಾರೆ.ಬೆಂಗಳೂರಿನ ಹೆಸರಾಂತ ಎಂ.ಎಸ್.ರಾಮಯ್ಯ ಆಸ್ಪತ್ರೆಯ ಗ್ಯಾಸ್ಟ್ರೋ ಕ್ಲಿನಿಕ್ ಈಗ ನಮ್ಮ ತುಮಕೂರಿನ ಶ್ರೀಸಿದ್ದಗಂಗಾ ವೈದ್ಯಕೀಯ ಮಹಾವಿದ್ಯಾಲಯ ಮತ್ತು ಸಂಶೋಧನಾ ಕೇಂದ್ರ ಹಾಗೂ [769,212,1005,476]
